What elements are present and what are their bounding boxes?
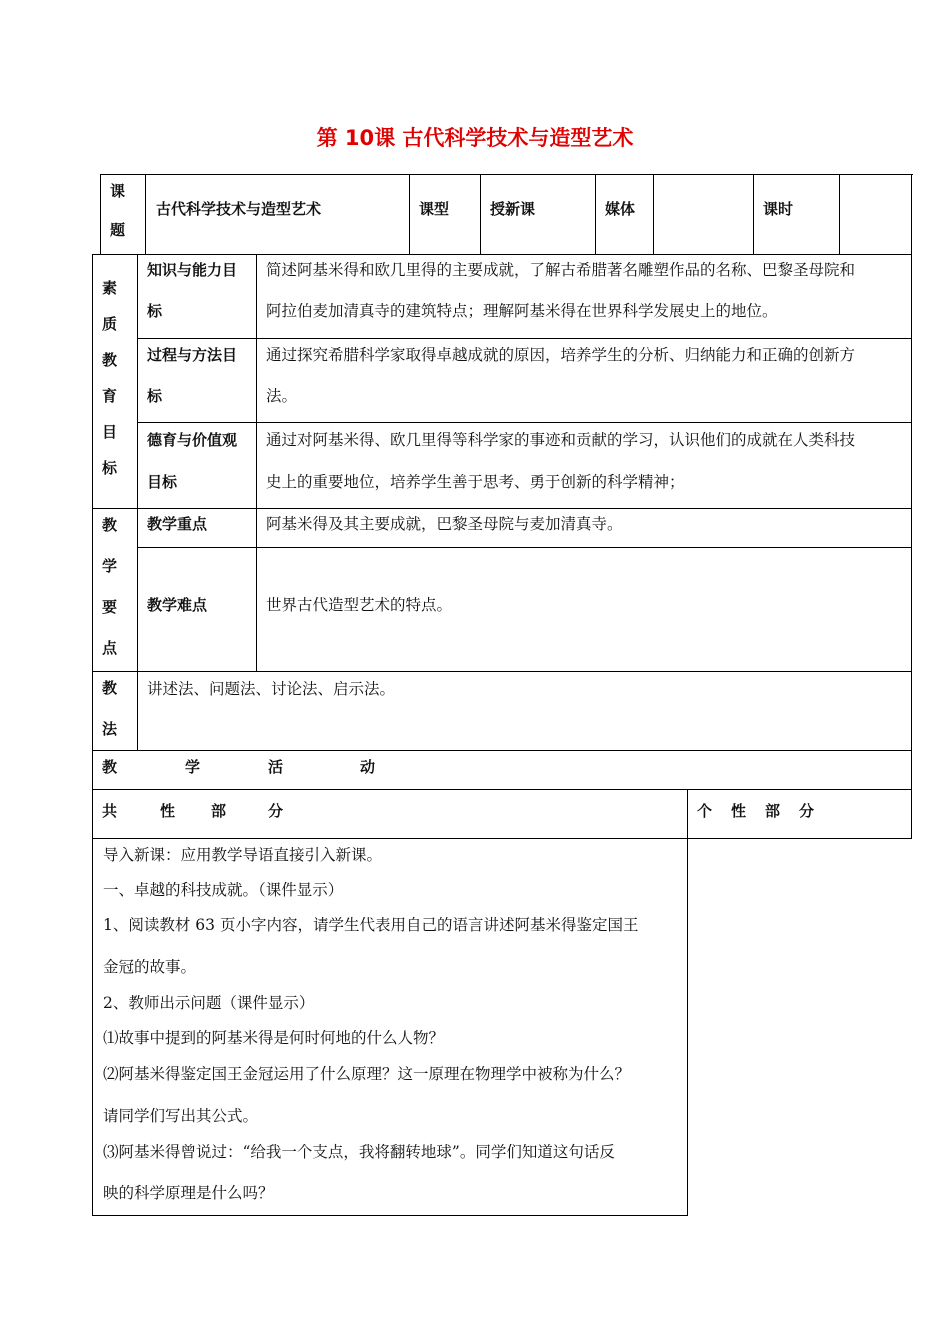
table-border [92,254,912,255]
table-border [911,750,912,789]
table-border [92,254,93,671]
objectives-label-char: 素 [102,279,118,297]
table-border [256,254,257,671]
activities-heading-char: 活 [268,758,284,776]
table-border [145,174,146,254]
focus-label: 教学重点 [147,515,208,533]
keypoints-label-char: 点 [102,639,118,657]
table-border [100,174,101,254]
activity-line: 一、卓越的科技成就。（课件显示） [103,881,344,899]
activity-line: 导入新课：应用教学导语直接引入新课。 [103,846,383,864]
table-border [911,254,912,671]
keypoints-label-char: 学 [102,557,118,575]
keypoints-label-char: 要 [102,598,118,616]
method-label-char: 教 [102,679,118,697]
activity-line: ⑴故事中提到的阿基米得是何时何地的什么人物？ [103,1029,445,1047]
activities-heading-char: 学 [185,758,201,776]
activity-line: 1、阅读教材 63 页小字内容，请学生代表用自己的语言讲述阿基米得鉴定国王 [103,916,639,934]
objectives-label-char: 标 [102,459,118,477]
method-text: 讲述法、问题法、讨论法、启示法。 [147,680,396,698]
activity-line: ⑵阿基米得鉴定国王金冠运用了什么原理？这一原理在物理学中被称为什么？ [103,1065,631,1083]
table-border [100,174,913,175]
common-heading-char: 部 [211,802,227,820]
table-border [911,789,912,838]
activity-line: 2、教师出示问题（课件显示） [103,994,315,1012]
personal-heading-char: 个 [697,802,713,820]
objective-text: 阿拉伯麦加清真寺的建筑特点；理解阿基米得在世界科学发展史上的地位。 [266,302,778,320]
method-label-char: 法 [102,720,118,738]
objectives-label-char: 目 [102,423,118,441]
table-border [480,174,481,254]
objective-label: 标 [147,387,163,405]
personal-heading-char: 分 [799,802,815,820]
table-border [92,789,93,838]
table-border [137,254,138,671]
objective-text: 通过对阿基米得、欧几里得等科学家的事迹和贡献的学习，认识他们的成就在人类科技 [266,431,856,449]
activity-line: 请同学们写出其公式。 [103,1107,259,1125]
objective-label: 知识与能力目 [147,261,238,279]
table-border [409,174,410,254]
objective-text: 史上的重要地位，培养学生善于思考、勇于创新的科学精神； [266,473,685,491]
table-border [911,671,912,750]
page-title: 第 10课 古代科学技术与造型艺术 [316,126,634,150]
table-border [92,671,93,750]
common-heading-char: 性 [160,802,176,820]
table-border [687,838,688,1216]
focus-text: 阿基米得及其主要成就，巴黎圣母院与麦加清真寺。 [266,515,623,533]
objective-label: 标 [147,302,163,320]
period-label: 课时 [763,200,794,218]
table-border [653,174,654,254]
objective-text: 简述阿基米得和欧几里得的主要成就，了解古希腊著名雕塑作品的名称、巴黎圣母院和 [266,261,856,279]
table-border [595,174,596,254]
objective-text: 法。 [266,387,298,405]
difficulty-text: 世界古代造型艺术的特点。 [266,596,453,614]
activity-line: ⑶阿基米得曾说过：“给我一个支点，我将翻转地球”。同学们知道这句话反 [103,1143,615,1161]
table-border [911,174,912,254]
table-border [92,750,93,789]
activity-line: 金冠的故事。 [103,958,197,976]
difficulty-label: 教学难点 [147,596,208,614]
personal-heading-char: 部 [765,802,781,820]
objective-text: 通过探究希腊科学家取得卓越成就的原因，培养学生的分析、归纳能力和正确的创新方 [266,346,856,364]
table-border [92,508,912,509]
common-heading-char: 分 [268,802,284,820]
common-heading-char: 共 [102,802,118,820]
objective-label: 目标 [147,473,178,491]
objective-label: 过程与方法目 [147,346,238,364]
table-border [839,174,840,254]
objectives-label-char: 育 [102,387,118,405]
activity-line: 映的科学原理是什么吗？ [103,1184,274,1202]
table-border [753,174,754,254]
activities-heading-char: 动 [360,758,376,776]
table-border [137,671,138,750]
table-border [137,338,912,339]
objectives-label-char: 教 [102,351,118,369]
activities-heading-char: 教 [102,758,118,776]
table-border [92,789,912,790]
type-value: 授新课 [490,200,536,218]
objectives-label-char: 质 [102,315,118,333]
topic-label-char: 题 [110,221,126,239]
media-label: 媒体 [605,200,636,218]
table-border [92,750,912,751]
table-border [92,838,912,839]
topic-value: 古代科学技术与造型艺术 [156,200,322,218]
topic-label-char: 课 [110,182,126,200]
table-border [687,789,688,838]
objective-label: 德育与价值观 [147,431,238,449]
table-border [137,422,912,423]
table-border [137,547,912,548]
table-border [92,838,93,1216]
table-border [92,671,912,672]
personal-heading-char: 性 [731,802,747,820]
type-label: 课型 [419,200,450,218]
table-border [92,1215,688,1216]
keypoints-label-char: 教 [102,516,118,534]
